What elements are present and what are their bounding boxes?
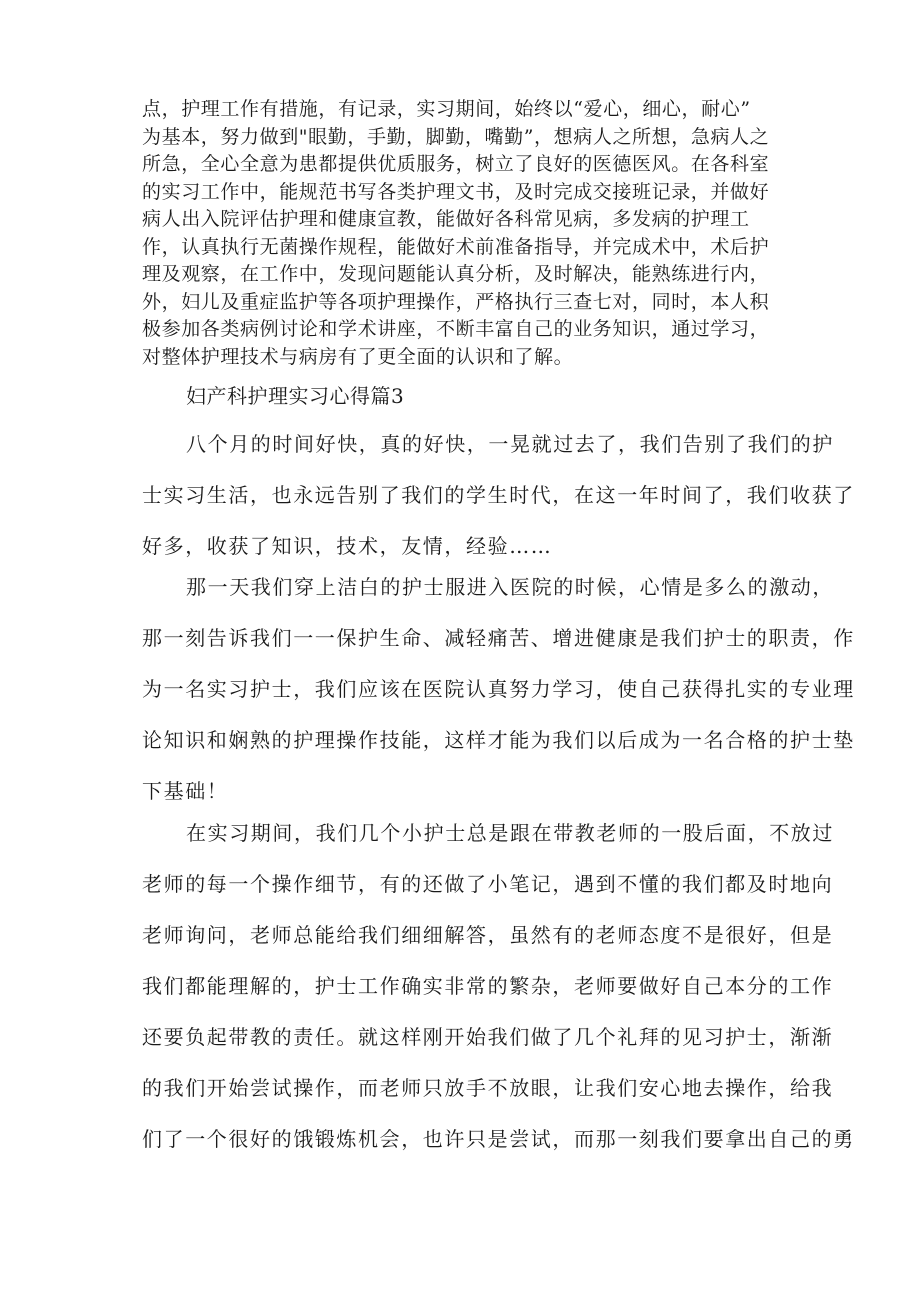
text-line: 那一天我们穿上洁白的护士服进入医院的时候，心情是多么的激动， bbox=[186, 575, 834, 599]
text-line: 的实习工作中，能规范书写各类护理文书，及时完成交接班记录，并做好 bbox=[142, 180, 770, 203]
text-line: 为一名实习护士，我们应该在医院认真努力学习，使自己获得扎实的专业理 bbox=[142, 677, 855, 701]
text-line: 下基础！ bbox=[142, 779, 229, 803]
intro-paragraph bbox=[142, 96, 792, 371]
text-line: 老师的每一个操作细节，有的还做了小笔记，遇到不懂的我们都及时地向 bbox=[142, 872, 834, 896]
text-line: 老师询问，老师总能给我们细细解答，虽然有的老师态度不是很好，但是 bbox=[142, 923, 834, 947]
text-line: 的我们开始尝试操作，而老师只放手不放眼，让我们安心地去操作，给我 bbox=[142, 1076, 834, 1100]
text-line: 论知识和娴熟的护理操作技能，这样才能为我们以后成为一名合格的护士垫 bbox=[142, 728, 855, 752]
text-line: 极参加各类病例讨论和学术讲座，不断丰富自己的业务知识，通过学习， bbox=[142, 318, 770, 340]
text-line: 士实习生活，也永远告别了我们的学生时代，在这一年时间了，我们收获了 bbox=[142, 483, 855, 507]
text-line: 为基本，努力做到"眼勤，手勤，脚勤，嘴勤”，想病人之所想，急病人之 bbox=[142, 125, 770, 148]
text-line: 外，妇儿及重症监护等各项护理操作，严格执行三查七对，同时，本人积 bbox=[142, 290, 770, 313]
text-line: 好多，收获了知识，技术，友情，经验…… bbox=[142, 534, 553, 558]
text-line: 我们都能理解的，护士工作确实非常的繁杂，老师要做好自己本分的工作 bbox=[142, 974, 834, 998]
text-line: 理及观察，在工作中，发现问题能认真分析，及时解决，能熟练进行内， bbox=[142, 263, 770, 285]
text-line: 们了一个很好的饿锻炼机会，也许只是尝试，而那一刻我们要拿出自己的勇 bbox=[142, 1127, 855, 1151]
text-line: 那一刻告诉我们一一保护生命、减轻痛苦、增进健康是我们护士的职责，作 bbox=[142, 626, 855, 650]
text-line: 对整体护理技术与病房有了更全面的认识和了解。 bbox=[142, 345, 574, 368]
text-line: 八个月的时间好快，真的好快，一晃就过去了，我们告别了我们的护 bbox=[186, 432, 834, 456]
section-heading: 妇产科护理实习心得篇3 bbox=[186, 384, 405, 408]
text-line: 还要负起带教的责任。就这样刚开始我们做了几个礼拜的见习护士，渐渐 bbox=[142, 1025, 834, 1049]
text-line: 点，护理工作有措施，有记录，实习期间，始终以“爱心，细心，耐心” bbox=[142, 98, 751, 120]
paragraph-1 bbox=[142, 419, 855, 572]
text-line: 病人出入院评估护理和健康宣教，能做好各科常见病，多发病的护理工 bbox=[142, 208, 750, 230]
paragraph-3 bbox=[142, 808, 855, 1165]
text-line: 所急，全心全意为患都提供优质服务，树立了良好的医德医风。在各科室 bbox=[142, 153, 770, 175]
text-line: 在实习期间，我们几个小护士总是跟在带教老师的一股后面，不放过 bbox=[186, 821, 834, 845]
paragraph-2 bbox=[142, 562, 855, 817]
text-line: 作，认真执行无菌操作规程，能做好术前准备指导，并完成术中，术后护 bbox=[142, 235, 770, 258]
